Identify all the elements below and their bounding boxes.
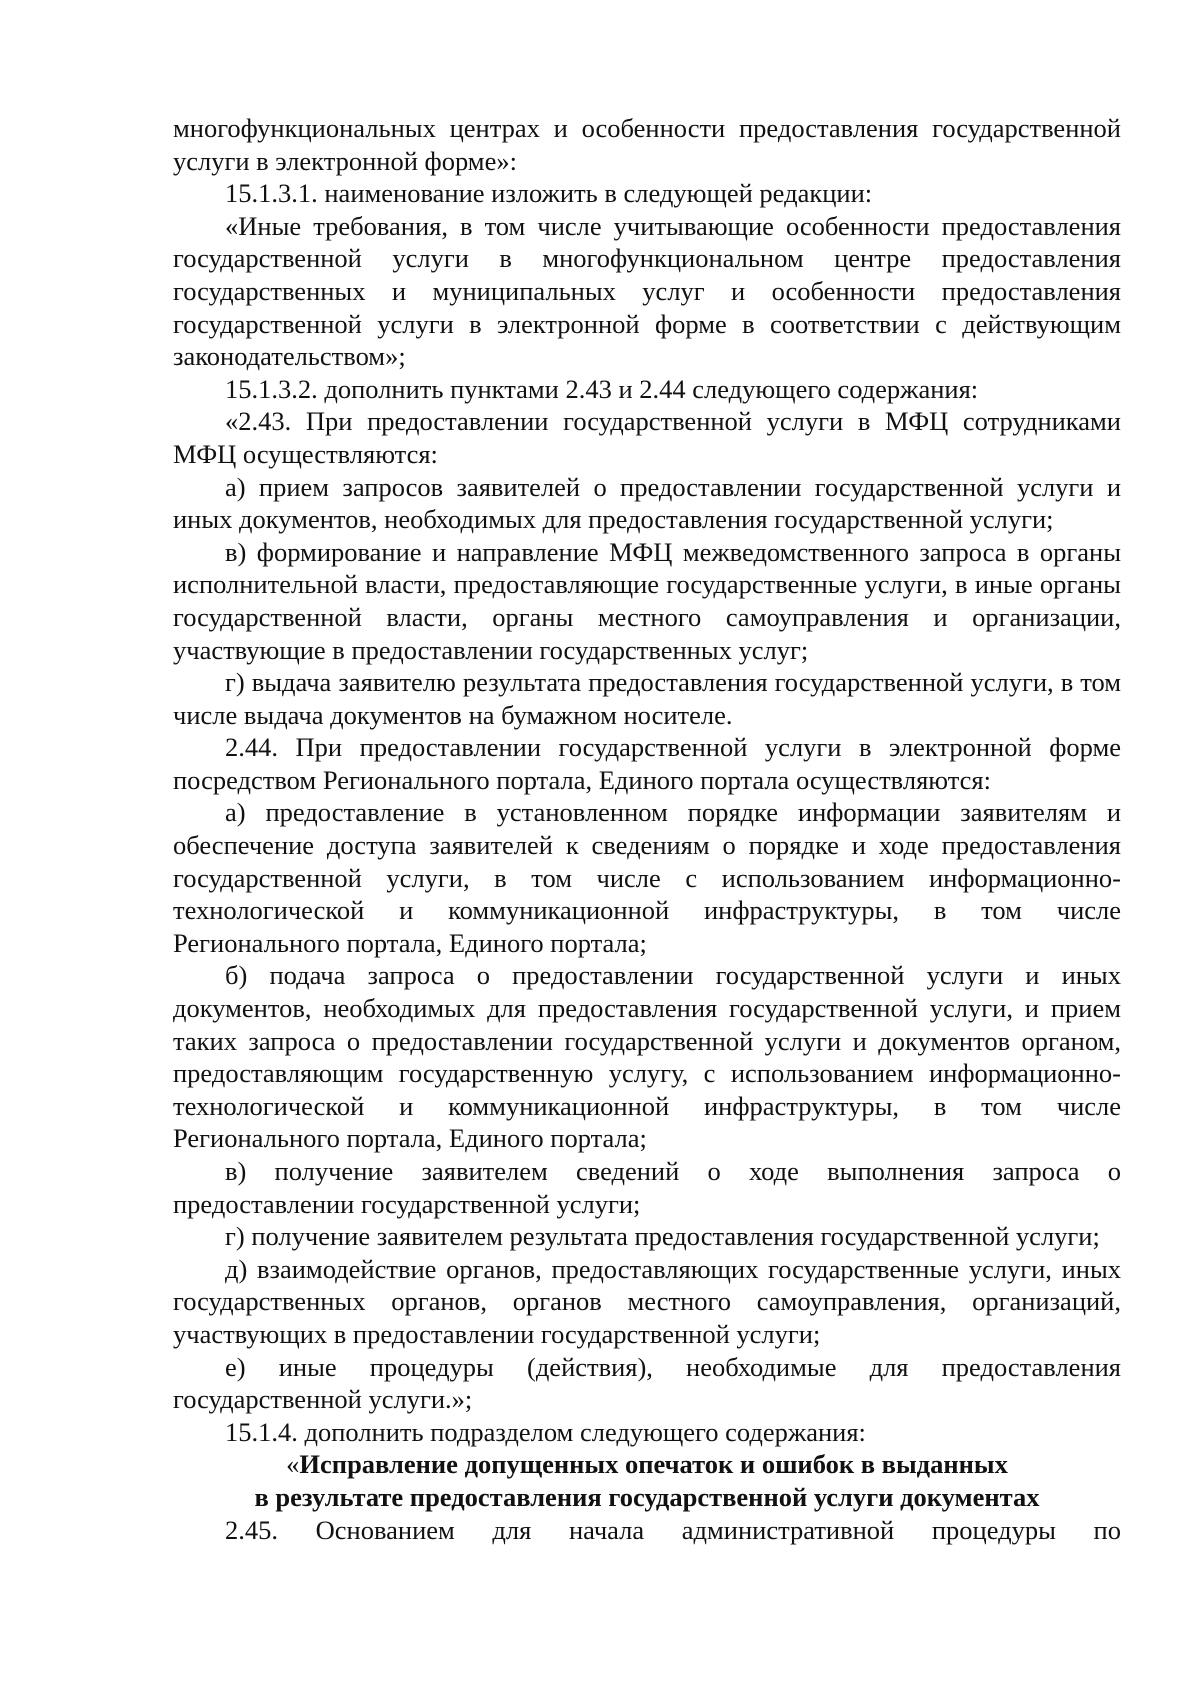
paragraph-2-44-g: г) получение заявителем результата предоставления государственной услуги; [225, 1221, 1100, 1252]
heading-line-1: Исправление допущенных опечаток и ошибок в выданных [299, 1449, 1008, 1480]
paragraph-2-43-a: а) прием запросов заявителей о предоставлении государственной услуги и иных документов, необходимых для предоставления государственной услуги; [173, 471, 1121, 535]
heading-line-2: в результате предоставления государственной услуги документах [254, 1481, 1040, 1512]
paragraph-2-43-v: в) формирование и направление МФЦ межведомственного запроса в органы исполнительной власти, предоставляющие государственные услуги, в иные органы государственной власти, органы местного самоуправления и организации, участвующие в предоставлении государственных услуг; [173, 536, 1121, 665]
heading-quote: « [286, 1449, 300, 1480]
paragraph-2-44: 2.44. При предоставлении государственной услуги в электронной форме посредством Регионального портала, Единого портала осуществляются: [173, 732, 1121, 795]
paragraph-2-44-a: а) предоставление в установленном порядке информации заявителям и обеспечение доступа заявителей к сведениям о порядке и ходе предоставления государственной услуги, в том числе с использованием информационно-технологической и коммуникационной инфраструктуры, в том числе Регионального портала, Единого портала; [173, 797, 1121, 958]
paragraph-2-43: «2.43. При предоставлении государственной услуги в МФЦ сотрудниками МФЦ осуществляются: [173, 406, 1121, 469]
paragraph-2-44-b: б) подача запроса о предоставлении государственной услуги и иных документов, необходимых для предоставления государственной услуги, и прием таких запроса о предоставлении государственной услуги и документов органом, предоставляющим государственную услугу, с использованием информационно-технологической и коммуникационной инфраструктуры, в том числе Регионального портала, Единого портала; [173, 960, 1121, 1154]
document-page [173, 112, 1121, 1546]
paragraph-other-requirements: «Иные требования, в том числе учитывающие особенности предоставления государственной услуги в многофункциональном центре предоставления государственных и муниципальных услуг и особенности предоставления государственной услуги в электронной форме в соответствии с действующим законодательством»; [173, 210, 1121, 372]
section-heading [173, 1448, 1121, 1513]
paragraph-continuation: многофункциональных центрах и особенности предоставления государственной услуги в электронной форме»: [173, 113, 1121, 176]
paragraph-15-1-4: 15.1.4. дополнить подразделом следующего содержания: [225, 1416, 866, 1447]
paragraph-15-1-3-2: 15.1.3.2. дополнить пунктами 2.43 и 2.44 следующего содержания: [225, 373, 979, 404]
paragraph-2-44-d: д) взаимодействие органов, предоставляющих государственные услуги, иных государственных органов, органов местного самоуправления, организаций, участвующих в предоставлении государственной услуги; [173, 1253, 1121, 1349]
paragraph-2-45: 2.45. Основанием для начала административной процедуры по [225, 1514, 1121, 1545]
paragraph-2-44-e: е) иные процедуры (действия), необходимые для предоставления государственной услуги.»; [173, 1351, 1121, 1415]
paragraph-2-43-g: г) выдача заявителю результата предоставления государственной услуги, в том числе выдача документов на бумажном носителе. [173, 667, 1121, 730]
paragraph-2-44-v: в) получение заявителем сведений о ходе выполнения запроса о предоставлении государственной услуги; [173, 1156, 1121, 1219]
paragraph-15-1-3-1: 15.1.3.1. наименование изложить в следующей редакции: [225, 178, 873, 209]
